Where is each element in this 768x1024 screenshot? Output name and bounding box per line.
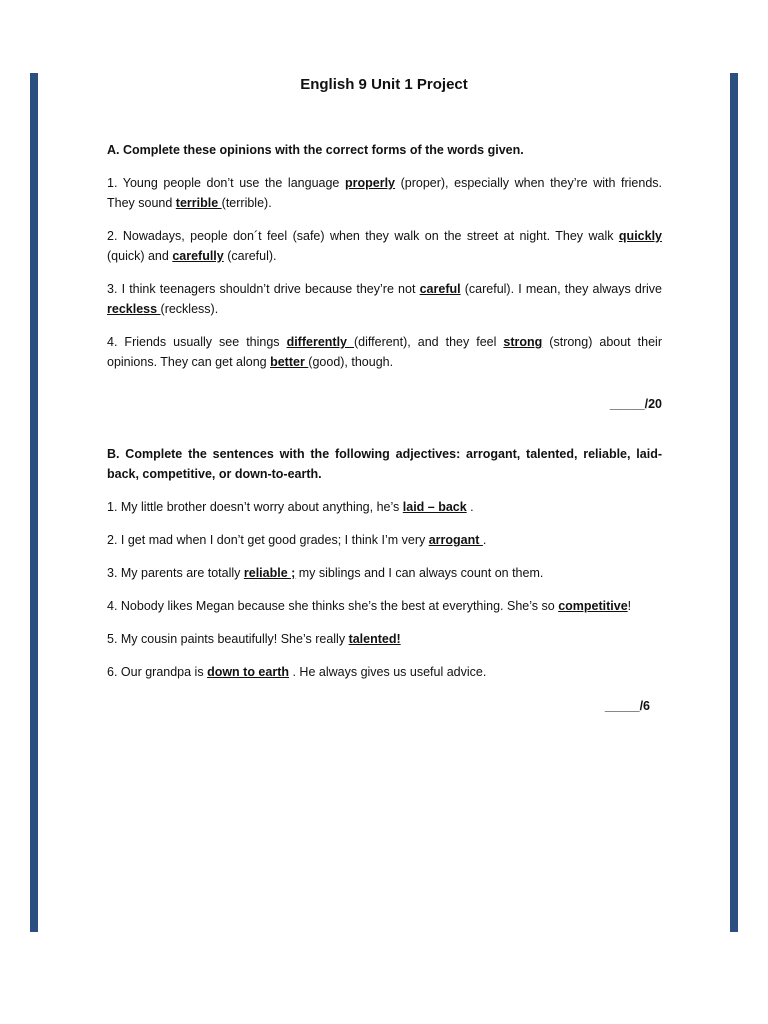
- item-text: 5. My cousin paints beautifully! She’s really: [107, 632, 349, 646]
- exercise-item: [107, 226, 662, 266]
- item-text: (good), though.: [308, 355, 394, 369]
- item-text: (quick) and: [107, 249, 173, 263]
- answer-text: talented!: [348, 632, 401, 646]
- item-text: 1. Young people don’t use the language: [107, 176, 345, 190]
- section-a-items: [107, 173, 662, 372]
- item-text: (strong) about their opinions. They can get along: [107, 335, 662, 369]
- exercise-item: [107, 596, 662, 616]
- right-border: [730, 73, 738, 932]
- left-border: [30, 73, 38, 932]
- answer-text: careful: [419, 282, 461, 296]
- answer-text: down to earth: [207, 665, 290, 679]
- answer-text: carefully: [172, 249, 224, 263]
- answer-text: properly: [344, 176, 395, 190]
- exercise-item: [107, 497, 662, 517]
- section-b-heading: B. Complete the sentences with the following adjectives: arrogant, talented, reliable, laid-back, competitive, or down-to-earth.: [107, 447, 662, 481]
- section-a-heading: A. Complete these opinions with the correct forms of the words given.: [107, 143, 524, 157]
- exercise-item: [107, 279, 662, 319]
- answer-text: quickly: [618, 229, 662, 243]
- answer-text: terrible: [175, 196, 222, 210]
- document-body: [107, 140, 662, 716]
- item-text: (different), and they feel: [354, 335, 504, 349]
- item-text: (careful). I mean, they always drive: [460, 282, 662, 296]
- exercise-item: [107, 332, 662, 372]
- item-text: (careful).: [223, 249, 277, 263]
- item-text: (proper), especially when they’re with friends. They sound: [107, 176, 663, 210]
- item-text: 2. Nowadays, people don´t feel (safe) when they walk on the street at night. They walk: [107, 229, 619, 243]
- answer-text: arrogant: [428, 533, 483, 547]
- section-a-score: _____/20: [609, 397, 662, 411]
- answer-text: better: [270, 355, 309, 369]
- answer-text: differently: [286, 335, 354, 349]
- section-b-score: _____/6: [604, 699, 650, 713]
- item-text: . He always gives us useful advice.: [289, 665, 487, 679]
- item-text: 4. Nobody likes Megan because she thinks she’s the best at everything. She’s so: [107, 599, 559, 613]
- answer-text: reckless: [107, 302, 161, 316]
- answer-text: reliable ;: [243, 566, 296, 580]
- document-title: English 9 Unit 1 Project: [300, 76, 468, 93]
- item-text: .: [482, 533, 487, 547]
- item-text: (terrible).: [221, 196, 272, 210]
- item-text: my siblings and I can always count on them.: [295, 566, 544, 580]
- exercise-item: [107, 530, 662, 550]
- item-text: 3. I think teenagers shouldn’t drive because they’re not: [107, 282, 420, 296]
- item-text: 3. My parents are totally: [107, 566, 244, 580]
- item-text: .: [466, 500, 474, 514]
- answer-text: strong: [503, 335, 543, 349]
- exercise-item: [107, 173, 662, 213]
- exercise-item: [107, 563, 662, 583]
- item-text: 2. I get mad when I don’t get good grades; I think I’m very: [107, 533, 429, 547]
- section-b-items: [107, 497, 662, 682]
- item-text: (reckless).: [160, 302, 219, 316]
- item-text: 1. My little brother doesn’t worry about anything, he’s: [107, 500, 403, 514]
- item-text: 4. Friends usually see things: [107, 335, 287, 349]
- exercise-item: [107, 629, 662, 649]
- item-text: 6. Our grandpa is: [107, 665, 208, 679]
- answer-text: competitive: [558, 599, 628, 613]
- item-text: !: [627, 599, 632, 613]
- exercise-item: [107, 662, 662, 682]
- answer-text: laid – back: [402, 500, 467, 514]
